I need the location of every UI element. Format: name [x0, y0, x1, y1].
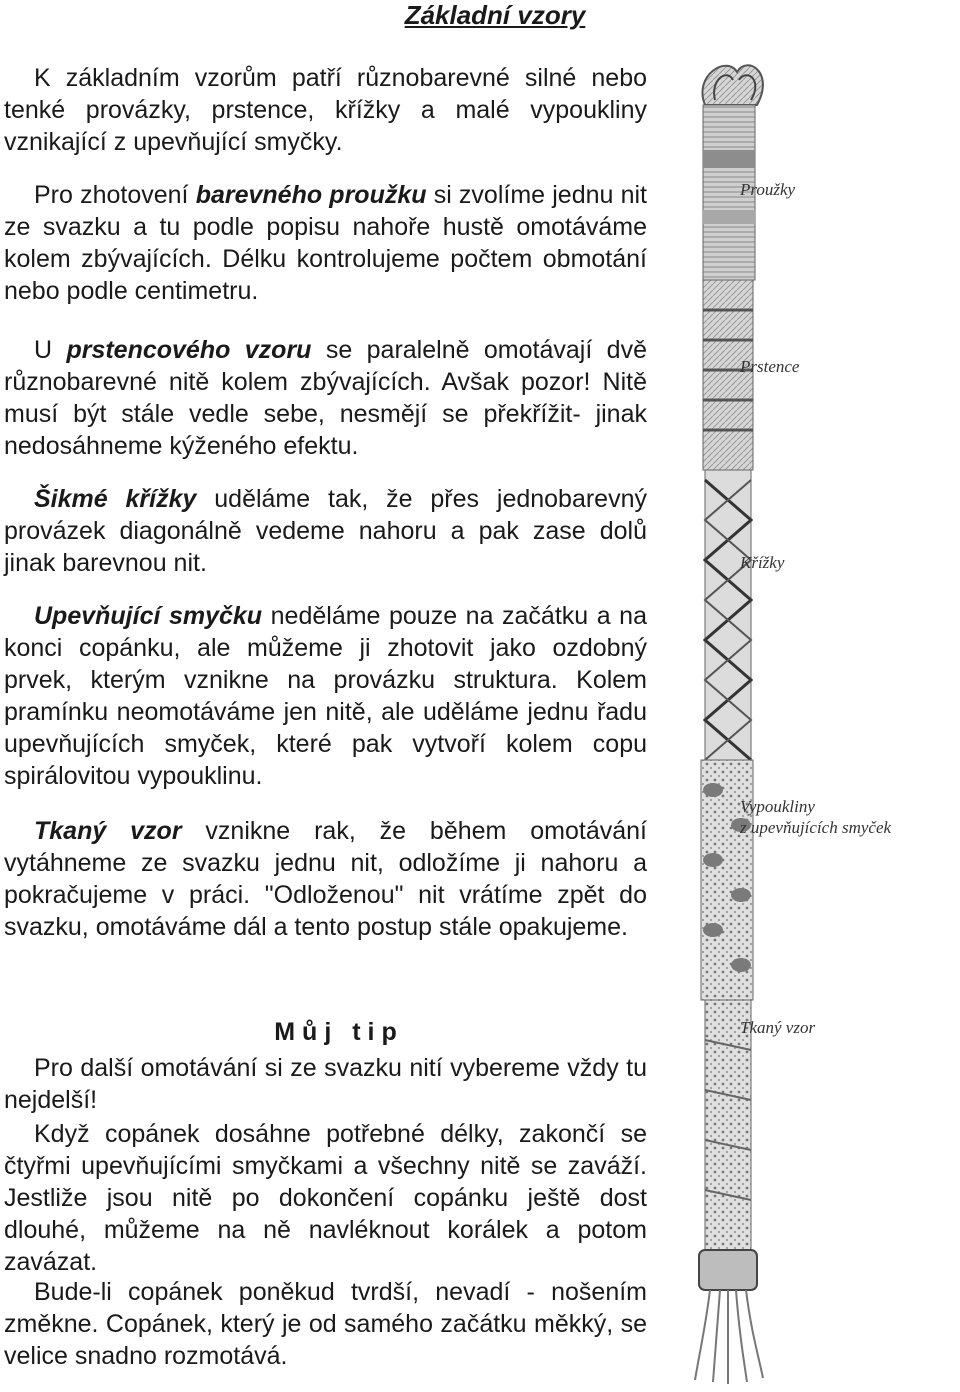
paragraph-loop — [4, 600, 647, 792]
stripes-text-b: si zvolíme jednu nit ze svazku a tu podle popisu nahoře hustě omotáváme kolem zbývajících. Délku kontrolujeme počtem obmotání nebo podle centimetru. — [4, 181, 647, 305]
crosses-term: Šikmé křížky — [34, 485, 197, 513]
stripe-band — [703, 210, 755, 224]
rings-text-b: se paralelně omotávají dvě různobarevné nitě kolem zbývajících. Avšak pozor! Nitě musí být stále vedle sebe, nesmějí se překřížit- jinak nedosáhneme kýženého efektu. — [4, 336, 647, 460]
label-bulges-line-2: z upevňujících smyček — [740, 818, 892, 837]
paragraph-crosses — [4, 483, 647, 579]
stripes-term: barevného proužku — [195, 181, 427, 209]
tip-3-text: Bude-li copánek poněkud tvrdší, nevadí - nošením změkne. Copánek, který je od samého začátku měkký, se velice snadno rozmotává. — [4, 1278, 647, 1370]
stripes-text-a: Pro zhotovení — [34, 181, 196, 209]
tip-heading: Můj tip — [274, 1018, 404, 1046]
tassel — [695, 1290, 763, 1384]
paragraph-tip-2 — [4, 1118, 647, 1278]
label-bulges-line-1: Vypoukliny — [740, 797, 815, 816]
label-stripes: Proužky — [740, 180, 796, 199]
loop-text: neděláme pouze na začátku a na konci copánku, ale můžeme ji zhotovit jako ozdobný prvek, kterým vznikne na provázku struktura. Kolem pramínku neomotáváme jen nitě, ale uděláme jednu řadu upevňujících smyček, které pak vytvoří kolem copu spirálovitou vypouklinu. — [4, 602, 647, 790]
end-bead — [699, 1250, 757, 1290]
paragraph-woven — [4, 815, 647, 943]
paragraph-rings — [4, 334, 647, 462]
rings-text-a: U — [34, 336, 67, 364]
paragraph-stripes — [4, 179, 647, 307]
paragraph-intro — [4, 62, 647, 158]
label-crosses: Křížky — [740, 553, 785, 572]
page-title: Základní vzory — [404, 0, 586, 30]
rings-term: prstencového vzoru — [66, 336, 312, 364]
woven-term: Tkaný vzor — [34, 817, 182, 845]
woven-section — [705, 1000, 751, 1250]
paragraph-tip-3 — [4, 1276, 647, 1372]
top-loop — [702, 65, 762, 105]
tip-2-text: Když copánek dosáhne potřebné délky, zakončí se čtyřmi upevňujícími smyčkami a všechny nitě se zaváží. Jestliže jsou nitě po dokončení copánku ještě dost dlouhé, můžeme na ně navléknout korálek a potom zavázat. — [4, 1120, 647, 1276]
paragraph-tip-1 — [4, 1052, 647, 1116]
stripe-band — [703, 150, 755, 168]
crosses-text: uděláme tak, že přes jednobarevný provázek diagonálně vedeme nahoru a pak zase dolů jinak barevnou nit. — [4, 485, 647, 577]
woven-text: vznikne rak, že během omotávání vytáhneme ze svazku jednu nit, odložíme ji nahoru a pokračujeme v práci. "Odloženou" nit vrátíme zpět do svazku, omotáváme dál a tento postup stále opakujeme. — [4, 817, 647, 941]
tip-1-text: Pro další omotávání si ze svazku nití vybereme vždy tu nejdelší! — [4, 1054, 647, 1114]
intro-text: K základním vzorům patří různobarevné silné nebo tenké provázky, prstence, křížky a malé vypoukliny vznikající z upevňující smyčky. — [4, 64, 647, 156]
label-rings: Prstence — [740, 357, 800, 376]
loop-term: Upevňující smyčku — [34, 602, 263, 630]
braid-illustration-image — [665, 50, 960, 1387]
label-woven: Tkaný vzor — [740, 1018, 816, 1037]
braid-illustration — [665, 50, 960, 1387]
